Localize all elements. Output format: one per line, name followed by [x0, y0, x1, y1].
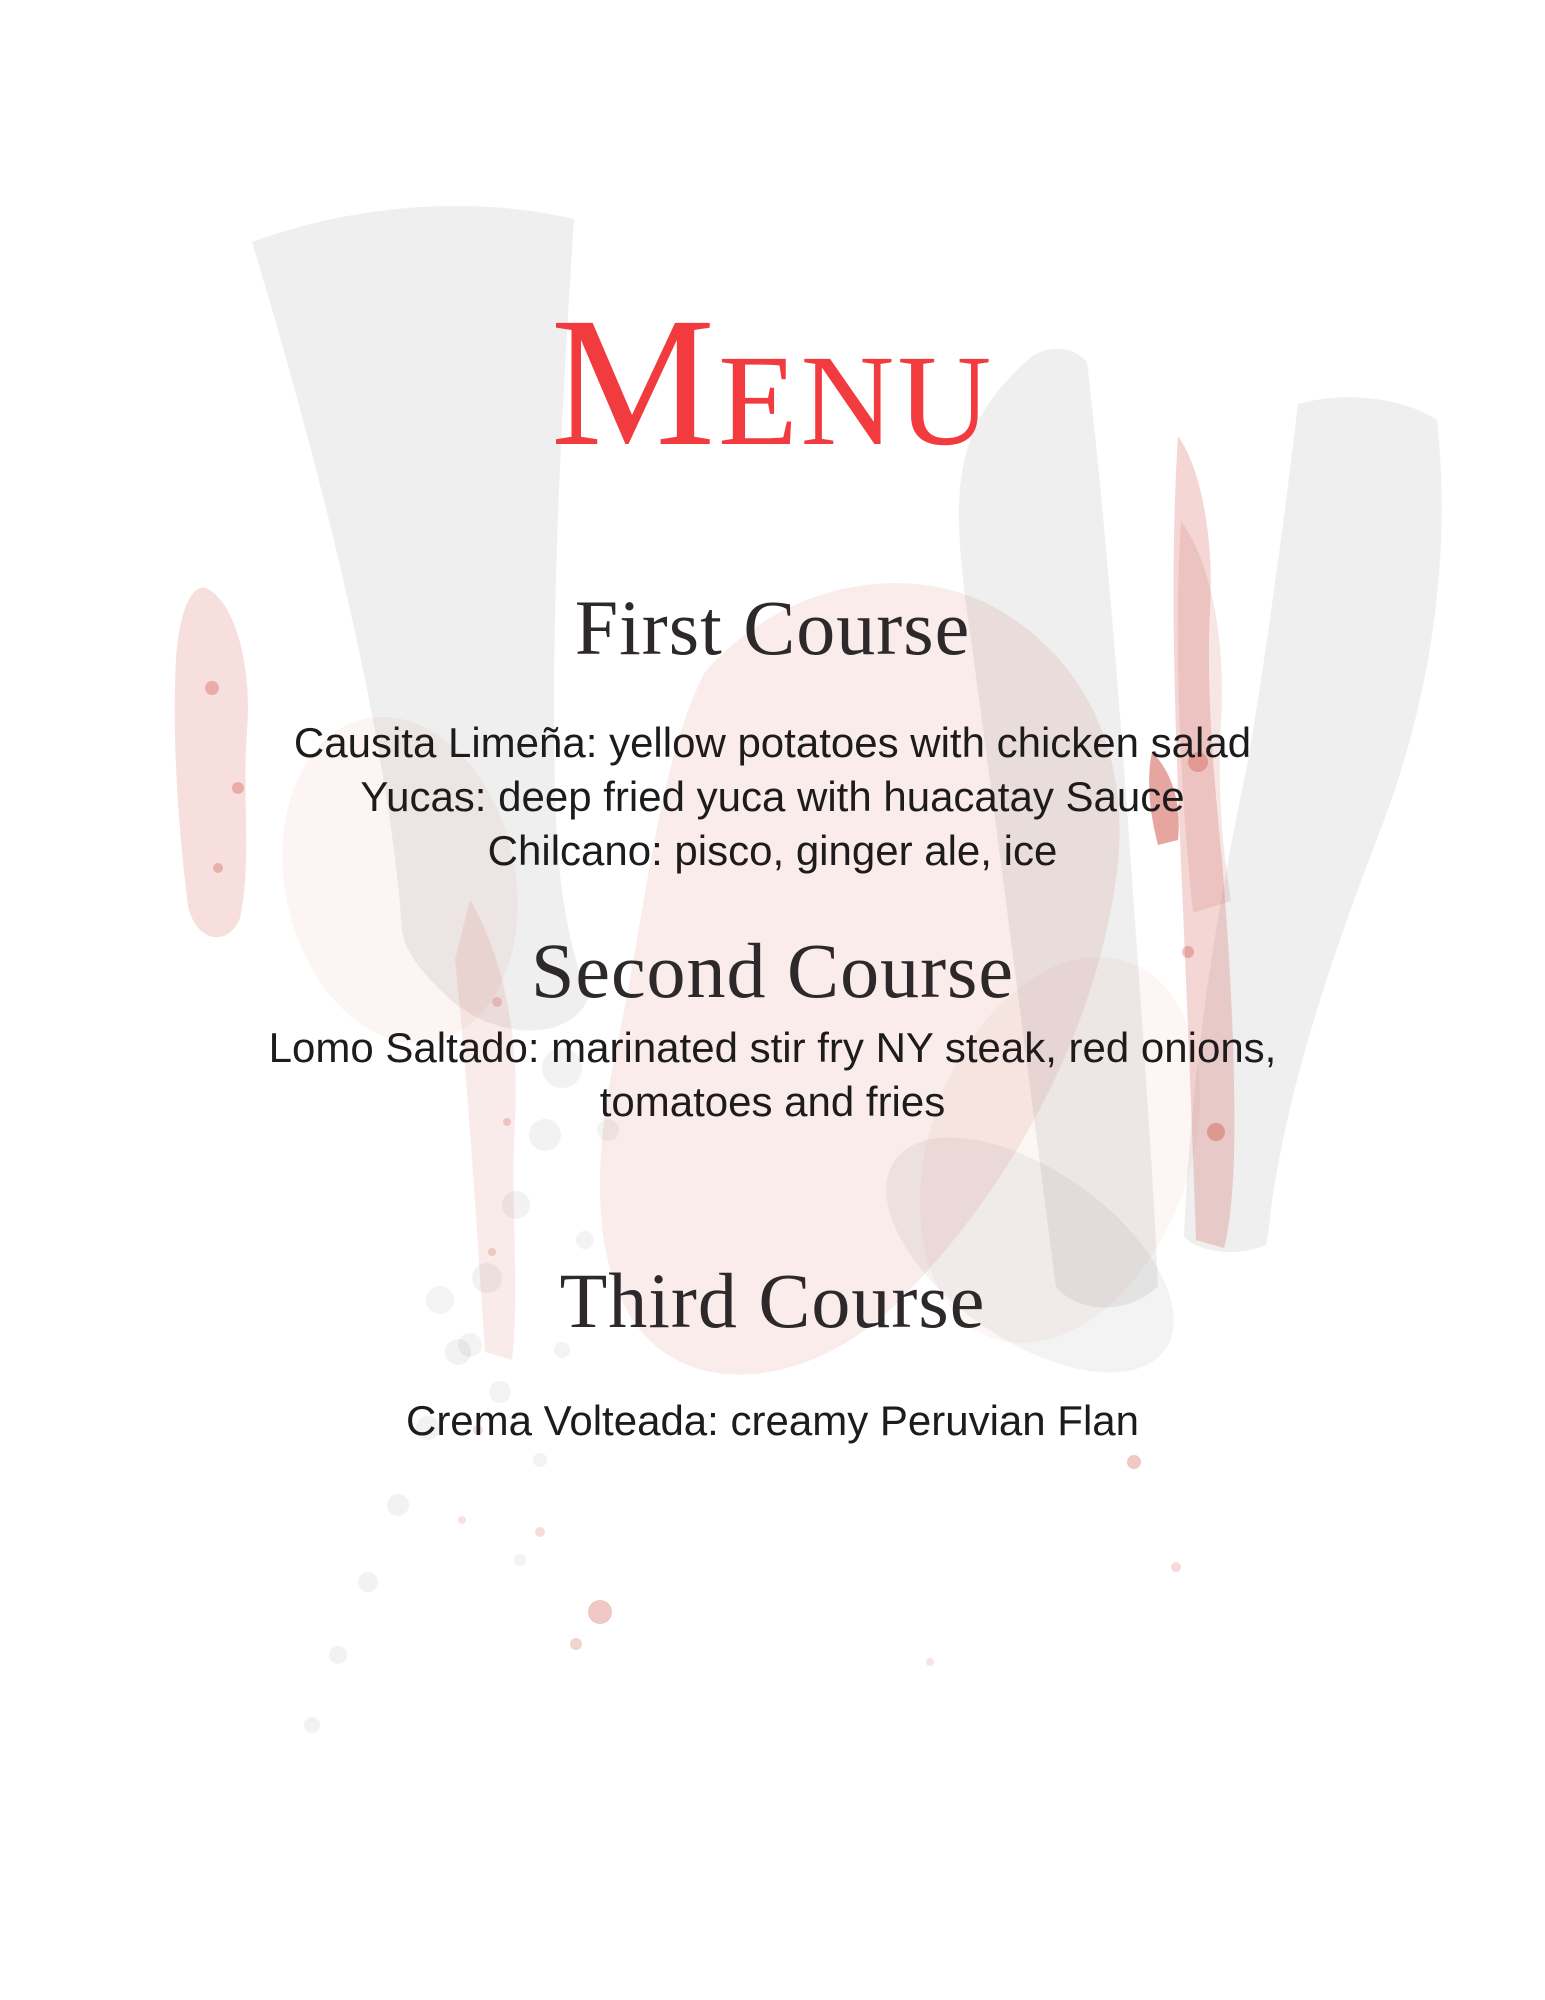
- menu-title: Menu: [550, 280, 995, 485]
- menu-item: Crema Volteada: creamy Peruvian Flan: [405, 1397, 1139, 1444]
- menu-item: Chilcano: pisco, ginger ale, ice: [487, 827, 1058, 874]
- first-course-items: [183, 716, 1363, 878]
- section-third-course: [0, 1259, 1545, 1448]
- second-course-items: [183, 1021, 1363, 1129]
- third-course-heading: Third Course: [559, 1257, 986, 1344]
- section-second-course: [0, 929, 1545, 1129]
- menu-item: Causita Limeña: yellow potatoes with chicken salad: [293, 719, 1252, 766]
- menu-item: Lomo Saltado: marinated stir fry NY steak, red onions, tomatoes and fries: [268, 1024, 1277, 1125]
- menu-item: Yucas: deep fried yuca with huacatay Sauce: [360, 773, 1185, 820]
- section-first-course: [0, 586, 1545, 878]
- second-course-heading: Second Course: [530, 927, 1015, 1014]
- first-course-heading: First Course: [574, 584, 971, 671]
- third-course-items: [183, 1394, 1363, 1448]
